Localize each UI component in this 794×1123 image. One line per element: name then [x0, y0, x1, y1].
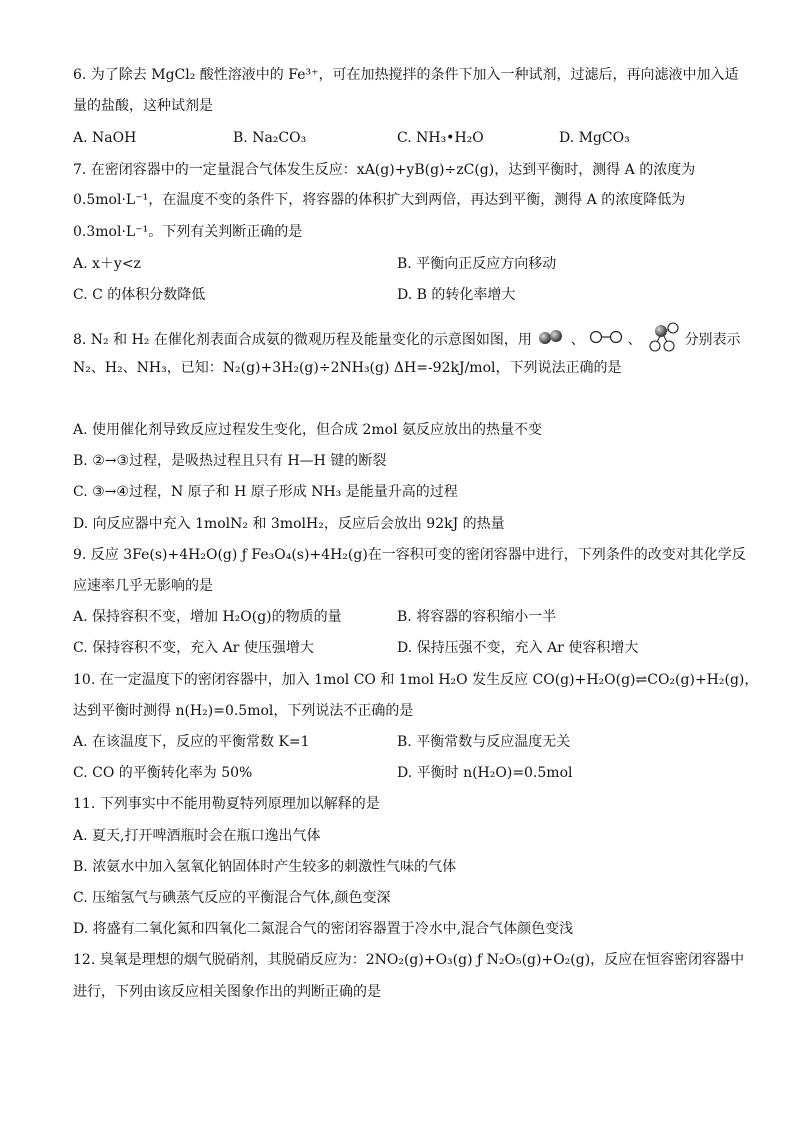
q6-option-b: B. Na₂CO₃ [233, 130, 307, 146]
q6-option-d: D. MgCO₃ [559, 130, 630, 146]
n2-molecule-icon [536, 329, 566, 351]
q9-option-b: B. 将容器的容积缩小一半 [397, 609, 557, 625]
q8-option-d: D. 向反应器中充入 1molN₂ 和 3molH₂，反应后会放出 92kJ 的热量 [73, 516, 505, 532]
q12-stem-line1: 12. 臭氧是理想的烟气脱硝剂，其脱硝反应为：2NO₂(g)+O₃(g) ƒ N₂O₅(g)+O₂(g)，反应在恒容密闭容器中 [73, 952, 745, 968]
q9-option-a: A. 保持容积不变，增加 H₂O(g)的物质的量 [73, 609, 342, 625]
q11-stem-line1: 11. 下列事实中不能用勒夏特列原理加以解释的是 [73, 796, 380, 812]
q8-stem-line2: N₂、H₂、NH₃，已知：N₂(g)+3H₂(g)÷2NH₃(g) ΔH=-92kJ/mol，下列说法正确的是 [73, 360, 622, 376]
q6-option-c: C. NH₃•H₂O [397, 130, 484, 146]
q8-option-a: A. 使用催化剂导致反应过程发生变化，但合成 2mol 氨反应放出的热量不变 [73, 422, 542, 438]
q10-stem-line1: 10. 在一定温度下的密闭容器中，加入 1mol CO 和 1mol H₂O 发生反应 CO(g)+H₂O(g)⇌CO₂(g)+H₂(g)， [73, 672, 759, 688]
q8-separator-2: 、 [627, 332, 642, 348]
q8-option-c: C. ③→④过程，N 原子和 H 原子形成 NH₃ 是能量升高的过程 [73, 484, 458, 500]
q8-stem-text-a: 8. N₂ 和 H₂ 在催化剂表面合成氨的微观历程及能量变化的示意图如图，用 [73, 332, 532, 348]
q7-option-a: A. x＋y<z [73, 256, 141, 272]
q10-option-c: C. CO 的平衡转化率为 50% [73, 765, 253, 781]
q9-stem-line1: 9. 反应 3Fe(s)+4H₂O(g) ƒ Fe₃O₄(s)+4H₂(g)在一容积可变的密闭容器中进行，下列条件的改变对其化学反 [73, 547, 746, 563]
q10-option-a: A. 在该温度下，反应的平衡常数 K=1 [73, 734, 310, 750]
q12-stem-line2: 进行，下列由该反应相关图象作出的判断正确的是 [73, 984, 381, 1000]
q9-option-c: C. 保持容积不变，充入 Ar 使压强增大 [73, 640, 314, 656]
q7-stem-line3: 0.3mol·L⁻¹。下列有关判断正确的是 [73, 224, 303, 240]
q7-stem-line1: 7. 在密闭容器中的一定量混合气体发生反应：xA(g)+yB(g)÷zC(g)，达到平衡时，测得 A 的浓度为 [73, 162, 696, 178]
q7-option-c: C. C 的体积分数降低 [73, 287, 206, 303]
h2-molecule-icon [589, 329, 623, 351]
q7-option-b: B. 平衡向正反应方向移动 [397, 256, 557, 272]
q11-option-a: A. 夏天,打开啤酒瓶时会在瓶口逸出气体 [73, 828, 321, 844]
q9-stem-line2: 应速率几乎无影响的是 [73, 578, 213, 594]
q10-option-b: B. 平衡常数与反应温度无关 [397, 734, 571, 750]
q7-option-d: D. B 的转化率增大 [397, 287, 516, 303]
q7-stem-line2: 0.5mol·L⁻¹，在温度不变的条件下，将容器的体积扩大到两倍，再达到平衡，测得 A 的浓度降低为 [73, 192, 686, 208]
q8-stem-text-b: 分别表示 [684, 332, 741, 348]
q10-option-d: D. 平衡时 n(H₂O)=0.5mol [397, 765, 573, 781]
q8-option-b: B. ②→③过程，是吸热过程且只有 H—H 键的断裂 [73, 453, 387, 469]
q8-stem-line1 [73, 320, 741, 360]
q6-option-a: A. NaOH [73, 130, 137, 146]
q9-option-d: D. 保持压强不变，充入 Ar 使容积增大 [397, 640, 639, 656]
nh3-molecule-icon [646, 320, 680, 360]
q11-option-d: D. 将盛有二氧化氮和四氧化二氮混合气的密闭容器置于冷水中,混合气体颜色变浅 [73, 921, 574, 937]
q6-stem-line1: 6. 为了除去 MgCl₂ 酸性溶液中的 Fe³⁺，可在加热搅拌的条件下加入一种试剂，过滤后，再向滤液中加入适 [73, 67, 739, 83]
q10-stem-line2: 达到平衡时测得 n(H₂)=0.5mol，下列说法不正确的是 [73, 703, 414, 719]
q11-option-c: C. 压缩氢气与碘蒸气反应的平衡混合气体,颜色变深 [73, 890, 391, 906]
q8-separator-1: 、 [570, 332, 585, 348]
q11-option-b: B. 浓氨水中加入氢氧化钠固体时产生较多的刺激性气味的气体 [73, 859, 457, 875]
q6-stem-line2: 量的盐酸，这种试剂是 [73, 98, 213, 114]
